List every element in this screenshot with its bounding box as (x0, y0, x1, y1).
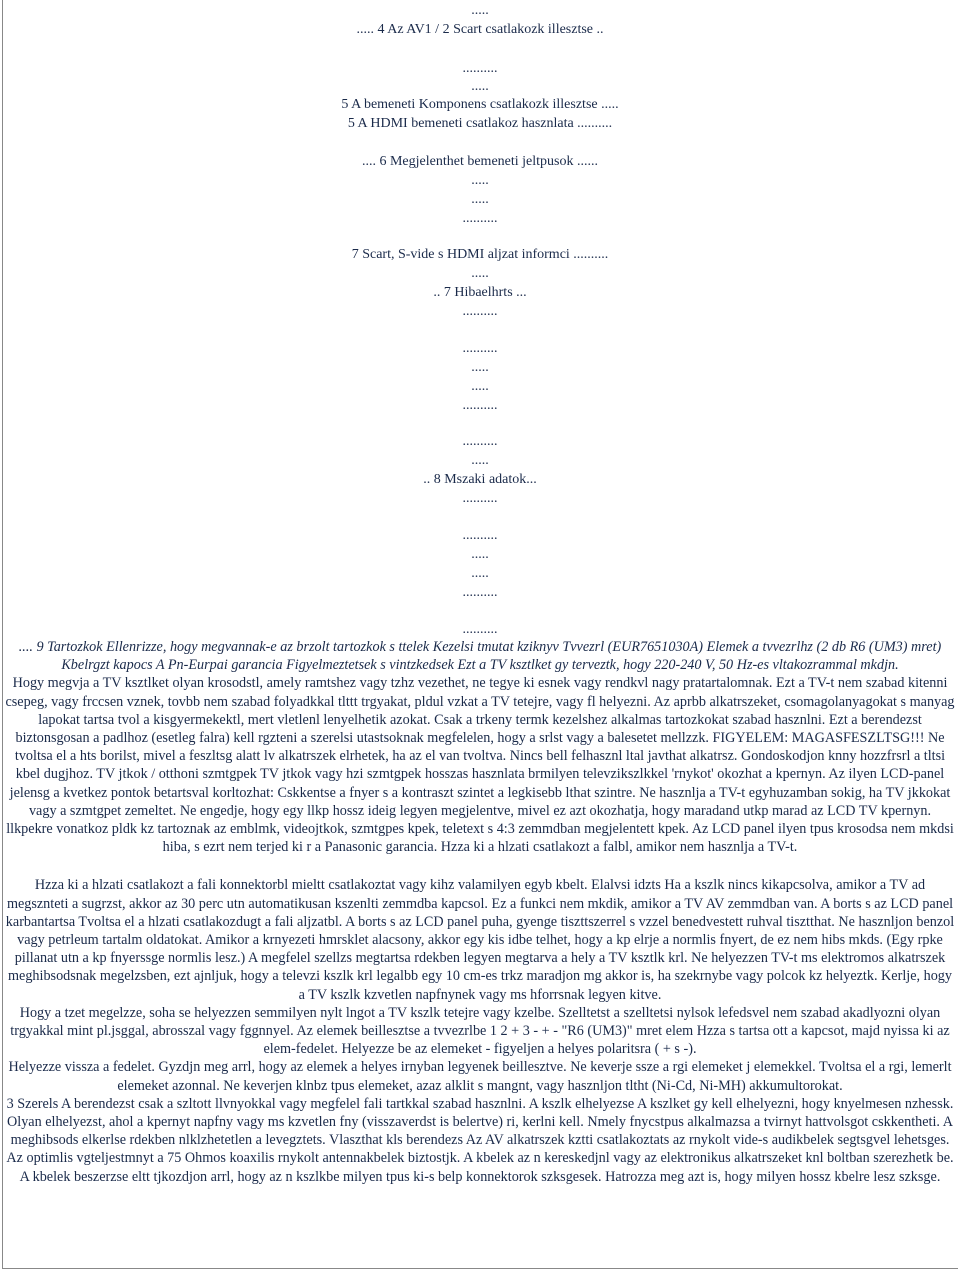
toc-line: ..... (471, 360, 489, 375)
paragraph-installation: 3 Szerels A berendezst csak a szltott llvnyokkal vagy megfelel fali tartkkal szabad hasznlni. A kszlk elhelyezse A kszlket gy kell elhelyezni, hogy knyelmesen nzhessk. Olyan elhelyezst, ahol a kpernyt napfny vagy ms kzvetlen fny (visszaverdst is belertve) ri, kerlni kell. Nmely fnycstpus alkalmazsa a tvirnyt hattvolsgot cskkentheti. A meghibsods elkerlse rdekben nlklzhetetlen a levegztets. Vlaszthat kls berendezs Az AV alkatrszek kztti csatlakoztats az rnykolt vide-s audikbelek segtsgvel lehetsges. Az optimlis vgteljestmnyt a 75 Ohmos koaxilis rnykolt antennakbelek biztostjk. A kbelek az n kereskedjnl vagy az elektronikus alkatrszeket knl boltban szerezhetk be. A kbelek beszerzse eltt tjkozdjon arrl, hogy az n kszlkbe milyen tpus ki-s belp konnektorok szksgesek. Hatrozza meg azt is, hogy milyen hossz kbelre lesz szksge. (6, 1095, 954, 1185)
toc-line: ..... (471, 173, 489, 188)
toc-line: .......... (462, 211, 498, 226)
toc-line: .......... (462, 528, 498, 543)
toc-line: ..... (471, 192, 489, 207)
toc-line: .... 6 Megjelenthet bemeneti jeltpusok ...... (361, 154, 598, 169)
toc-line: 7 Scart, S-vide s HDMI aljzat informci .......... (351, 247, 609, 262)
toc-line: 5 A bemeneti Komponens csatlakozk illesztse ..... (341, 97, 619, 112)
toc-line: ..... (471, 3, 489, 18)
toc-line: .......... (462, 491, 498, 506)
toc-line: .......... (462, 61, 498, 76)
toc-line: .......... (462, 585, 498, 600)
toc-line: ..... (471, 566, 489, 581)
toc-line: ..... 4 Az AV1 / 2 Scart csatlakozk illesztse .. (356, 22, 604, 37)
toc-line: ..... (471, 379, 489, 394)
toc-line: ..... (471, 453, 489, 468)
toc-line: 5 A HDMI bemeneti csatlakoz hasznlata .......... (347, 116, 613, 131)
toc-line: ..... (471, 547, 489, 562)
toc-line: .. 7 Hibaelhrts ... (433, 285, 527, 300)
toc-line: ..... (471, 79, 489, 94)
toc-line: ..... (471, 266, 489, 281)
toc-line: .......... (462, 434, 498, 449)
paragraph-accessories: .... 9 Tartozkok Ellenrizze, hogy megvannak-e az brzolt tartozkok s ttelek Kezelsi tmutat kziknyv Tvvezrl (EUR7651030A) Elemek a tvvezrlhz (2 db R6 (UM3) mret) Kbelrgzt kapocs A Pn-Eurpai garancia Figyelmeztetsek s vintzkedsek Ezt a TV ksztlket gy terveztk, hogy 220-240 V, 50 Hz-es vltakozrammal mkdjn. (18, 639, 942, 674)
paragraph-maintenance: Hzza ki a hlzati csatlakozt a fali konnektorbl mieltt csatlakoztat vagy kihz valamilyen egyb kbelt. Elalvsi idzts Ha a kszlk nincs kikapcsolva, amikor a TV ad megsznteti a sugrzst, akkor az 30 perc utn automatikusan kszenlti zemmdba kapcsol. Ez a funkci nem mkdik, amikor a TV AV zemmdban van. A borts s az LCD panel karbantartsa Tvoltsa el a hlzati csatlakozdugt a fali aljzatbl. A borts s az LCD panel puha, gyenge tiszttszerrel s vzzel benedvestett ruhval tisztthat. Ne hasznljon benzol vagy petrleum tartalm oldatokat. Amikor a krnyezeti hmrsklet alacsony, akkor egy kis idbe telhet, hogy a kp elrje a normlis fnyert, de ez nem hibs mkds. (Egy rpke pillanat utn a kp fnyerssge normlis lesz.) A megfelel szellzs megtartsa rdekben legyen megtarva a hely a TV ksztlk krl. Ne helyezzen TV-t ms elektromos alkatrszek meghibsodsnak megelzsben, ezt ajnljuk, hogy a televzi kszlk krl legalbb egy 10 cm-es trkz maradjon mg akkor is, ha szekrnybe vagy polcok kz helyeztk. Kerlje, hogy a TV kszlk kzvetlen napfnynek vagy ms hforrsnak legyen kitve. (5, 877, 955, 1003)
toc-line: .......... (462, 341, 498, 356)
toc-line: .......... (462, 398, 498, 413)
toc-line: .. 8 Mszaki adatok... (423, 472, 537, 487)
paragraph-batteries: Hogy a tzet megelzze, soha se helyezzen semmilyen nylt lngot a TV kszlk tetejre vagy kzelbe. Szelltetst a szelltetsi nylsok lefedsvel nem szabad akadlyozni olyan trgyakkal mint pl.jsggal, abrosszal vagy fggnnyel. Az elemek beillesztse a tvvezrlbe 1 2 + 3 - + - "R6 (UM3)" mret elem Hzza s tartsa ott a kapcsot, majd nyissa ki az elem-fedelet. Helyezze be az elemeket - figyeljen a helyes polaritsra ( + s -). (10, 1004, 950, 1058)
toc-line: .......... (462, 304, 498, 319)
document-body (4, 638, 956, 1186)
toc-line: .......... (462, 622, 498, 637)
paragraph-safety: Hogy megvja a TV ksztlket olyan krosodstl, amely ramtshez vagy tzhz vezethet, ne tegye ki esnek vagy rendkvl nagy pratartalomnak. Ezt a TV-t nem szabad kitenni csepeg, vagy frccsen vznek, tovbb nem szabad folyadkkal tlttt trgyakat, pldul vzkat a TV tetejre, vagy fl helyezni. Az aprbb alkatrszeket, csomagolanyagokat s manyag lapokat tartsa tvol a kisgyermekektl, mert vletlenl lenyelhetik azokat. Csak a trkeny termk kezelshez alkalmas tartozkokat szabad hasznlni. Ezt a berendezst biztonsgosan a padlhoz (esetleg falra) kell rgzteni a szerelsi utastsoknak megfelelen, hogy a srlst vagy a balesetet mellzzk. FIGYELEM: MAGASFESZLTSG!!! Ne tvoltsa el a hts borilst, mivel a feszltsg alatt lv alkatrszek elrhetek, ha az el van tvoltva. Nincs bell felhasznl ltal javthat alkatrsz. Gondoskodjon knny hozzfrsrl a tltsi kbel dugjhoz. TV jtkok / otthoni szmtgpek TV jtkok vagy hzi szmtgpek hosszas hasznlata brmilyen televzikszlkkel 'rnykot' okozhat a kpernyn. Az ilyen LCD-panel jelensg a kvetkez pontok betartsval korltozhat: Cskkentse a fnyer s a kontraszt szintet a legkisebb lthat szintre. Ne hasznlja a TV-t egyhuzamban sokig, ha TV jkkokat vagy a szmtgpet zemeltet. Ne engedje, hogy egy llkp hossz ideig legyen megjelentve, mivel ez azt okozhatja, hogy maradand utkp marad az LCD TV kpernyn. llkpekre vonatkoz pldk kz tartoznak az emblmk, videojtkok, szmtgpes kpek, teletext s 4:3 zemmdban megjelentett kpek. Az LCD panel ilyen tpus krosodsa nem mkdsi hiba, s ezrt nem terjed ki r a Panasonic garancia. Hzza ki a hlzati csatlakozt a falbl, amikor nem hasznlja a TV-t. (5, 675, 955, 856)
paragraph-battery-cover: Helyezze vissza a fedelet. Gyzdjn meg arrl, hogy az elemek a helyes irnyban legyenek beillesztve. Ne keverje ssze a rgi elemeket j elemekkel. Tvoltsa el a rgi, lemerlt elemeket azonnal. Ne keverjen klnbz tpus elemeket, azaz alklit s mangnt, vagy hasznljon tltht (Ni-Cd, Ni-MH) akkumultorokat. (8, 1059, 952, 1094)
